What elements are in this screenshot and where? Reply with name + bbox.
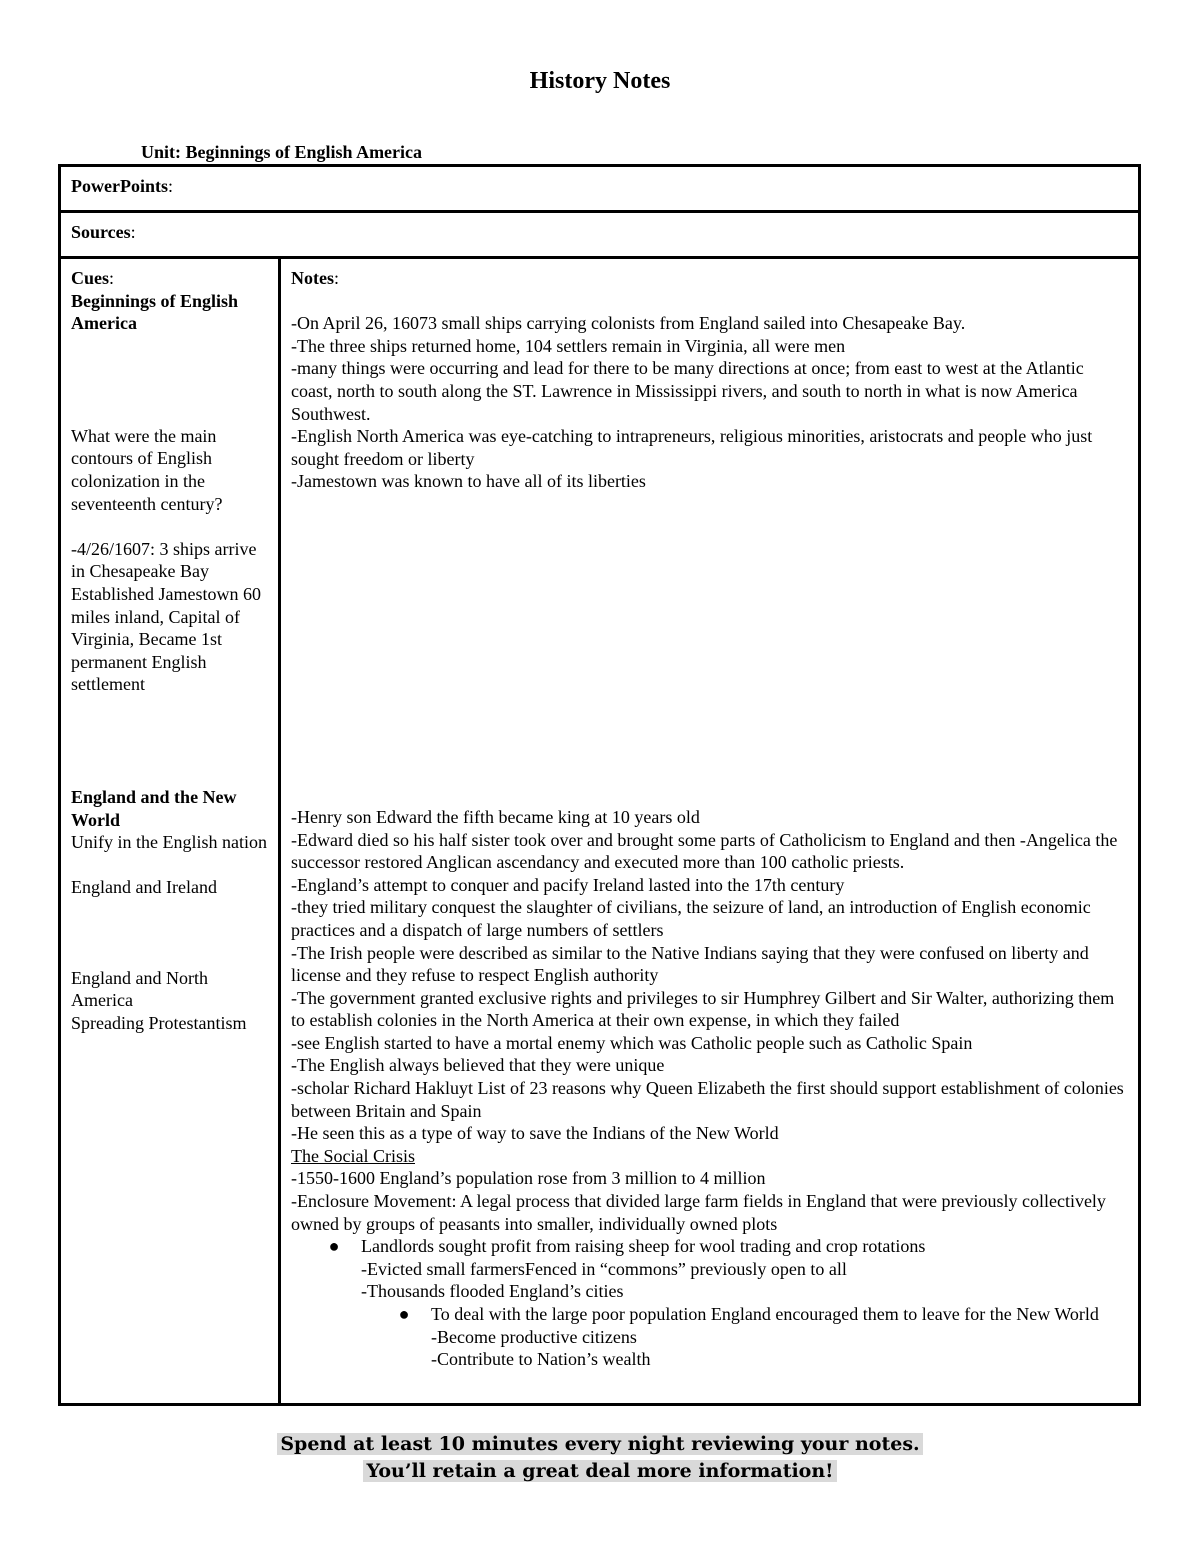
powerpoints-colon: : [167,176,173,196]
sources-label: Sources [71,222,131,242]
cue-ireland: England and Ireland [71,877,217,898]
cue-north-america: England and North America [71,967,208,1011]
cue-section2-heading: England and the New World [71,786,237,830]
note-line: -The Irish people were described as similar to the Native Indians saying that they were confused on liberty and license and they refuse to respect English authority [291,942,1089,986]
note-line: -English North America was eye-catching to intrapreneurs, religious minorities, aristocrats and people who just sought freedom or liberty [291,426,1093,469]
powerpoints-label: PowerPoints [71,176,168,196]
powerpoints-cell [60,166,1140,212]
cue-date-note: -4/26/1607: 3 ships arrive in Chesapeake Bay Established Jamestown 60 miles inland, Capital of Virginia, Became 1st permanent English settlement [71,538,261,695]
bullet-list [291,1235,1128,1258]
cue-unify: Unify in the English nation [71,832,267,853]
cues-colon: : [109,268,115,288]
unit-heading: Unit: Beginnings of English America [141,142,423,162]
note-line: -see English started to have a mortal enemy which was Catholic people such as Catholic Spain [291,1032,973,1053]
bullet-icon: ● [398,1304,410,1324]
note-line: -scholar Richard Hakluyt List of 23 reasons why Queen Elizabeth the first should support establishment of colonies between Britain and Spain [291,1078,1124,1121]
powerpoints-row [60,166,1140,212]
note-line: -many things were occurring and lead for there to be many directions at once; from east to west at the Atlantic coast, north to south along the ST. Lawrence in Mississippi rivers, and south to north in what is now America Southwest. [291,358,1084,424]
note-line: -England’s attempt to conquer and pacify Ireland lasted into the 17th century [291,874,845,895]
cues-label: Cues [71,268,110,288]
cornell-notes-table [58,164,1141,1406]
note-line: -The government granted exclusive rights and privileges to sir Humphrey Gilbert and Sir Walter, authorizing them to establish colonies in the North America at their own expense, in which they failed [291,987,1115,1031]
bullet-text: To deal with the large poor population England encouraged them to leave for the New World [431,1304,1099,1324]
bullet-text: Landlords sought profit from raising sheep for wool trading and crop rotations [361,1236,926,1257]
list-item [291,1303,1128,1326]
list-item [291,1235,1128,1258]
page-title: History Notes [529,68,671,94]
cue-protestantism: Spreading Protestantism [71,1012,247,1033]
notes-colon: : [334,268,340,288]
sources-row [60,212,1140,258]
cue-section1-heading: Beginnings of English America [71,290,239,334]
notes-cell [280,258,1140,1405]
note-line: -The English always believed that they were unique [291,1055,665,1076]
cues-cell [60,258,280,1405]
note-line: -Edward died so his half sister took over and brought some parts of Catholicism to England and then -Angelica the successor restored Anglican ascendancy and executed more than 100 catholic priests. [291,829,1118,873]
note-line: -Jamestown was known to have all of its liberties [291,471,646,492]
sub-note-line: -Contribute to Nation’s wealth [431,1349,651,1370]
note-line: -Enclosure Movement: A legal process that divided large farm fields in England that were previously collectively owned by groups of peasants into smaller, individually owned plots [291,1191,1106,1234]
sources-colon: : [130,222,136,242]
note-line: -He seen this as a type of way to save the Indians of the New World [291,1123,779,1144]
note-line: -1550-1600 England’s population rose from 3 million to 4 million [291,1168,766,1189]
note-line: -they tried military conquest the slaughter of civilians, the seizure of land, an introduction of English economic practices and a dispatch of large numbers of settlers [291,897,1091,940]
social-crisis-heading: The Social Crisis [291,1145,415,1166]
footer-reminder [0,1431,1200,1485]
note-line: -On April 26, 16073 small ships carrying colonists from England sailed into Chesapeake Bay. [291,313,966,334]
nested-bullet-list [291,1303,1128,1326]
note-line: -Henry son Edward the fifth became king at 10 years old [291,806,700,827]
content-row [60,258,1140,1405]
footer-line-1: Spend at least 10 minutes every night reviewing your notes. [277,1433,922,1455]
note-line: -The three ships returned home, 104 settlers remain in Virginia, all were men [291,335,846,356]
sub-note-line: -Evicted small farmersFenced in “commons” previously open to all [361,1258,847,1279]
sub-note-line: -Thousands flooded England’s cities [361,1281,624,1302]
notes-label: Notes [291,268,334,288]
footer-line-2: You’ll retain a great deal more information! [363,1460,836,1482]
bullet-icon: ● [328,1236,340,1257]
sub-note-line: -Become productive citizens [431,1326,637,1347]
sources-cell [60,212,1140,258]
cue-question: What were the main contours of English colonization in the seventeenth century? [71,425,223,514]
